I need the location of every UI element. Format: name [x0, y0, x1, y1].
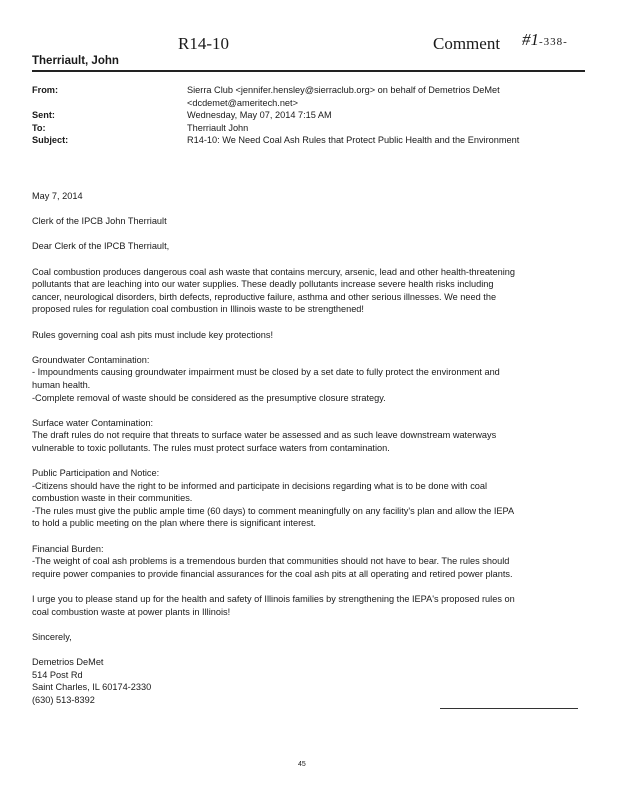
urge-line: coal combustion waste at power plants in Illinois!	[32, 606, 231, 617]
from-line-2: <dcdemet@ameritech.net>	[187, 97, 298, 108]
to-value: Therriault John	[187, 122, 249, 133]
participation-section	[32, 467, 588, 530]
section-heading: Public Participation and Notice:	[32, 468, 160, 479]
participation-line: to hold a public meeting on the plan where there is significant interest.	[32, 518, 316, 529]
from-row	[32, 84, 592, 109]
intro-line: pollutants that are leaching into our water supplies. These deadly pollutants increase severe health risks including	[32, 279, 494, 290]
groundwater-line: - Impoundments causing groundwater impairment must be closed by a set date to fully protect the environment and	[32, 367, 500, 378]
letter-body	[32, 190, 588, 719]
email-metadata	[32, 84, 592, 147]
sent-label: Sent:	[32, 110, 55, 120]
section-heading: Surface water Contamination:	[32, 417, 154, 428]
signer-phone: (630) 513-8392	[32, 694, 95, 705]
signer-name: Demetrios DeMet	[32, 656, 104, 667]
intro-paragraph	[32, 266, 588, 316]
protections-paragraph: Rules governing coal ash pits must include key protections!	[32, 329, 274, 340]
docket-number: R14-10	[178, 34, 229, 53]
comment-number	[522, 30, 568, 50]
from-label: From:	[32, 85, 59, 95]
subject-label: Subject:	[32, 135, 69, 145]
intro-line: proposed rules for regulation coal combustion in Illinois waste to be strengthened!	[32, 304, 364, 315]
groundwater-line: human health.	[32, 379, 91, 390]
surface-water-line: The draft rules do not require that threats to surface water be assessed and as such leave downstream waterways	[32, 430, 497, 441]
subject-value: R14-10: We Need Coal Ash Rules that Protect Public Health and the Environment	[187, 135, 520, 145]
comment-number-tail: -338-	[539, 36, 568, 48]
to-label: To:	[32, 122, 46, 133]
participation-line: combustion waste in their communities.	[32, 493, 193, 504]
page-number: 45	[298, 761, 306, 768]
signer-street: 514 Post Rd	[32, 669, 83, 680]
signer-city: Saint Charles, IL 60174-2330	[32, 682, 152, 693]
letter-date: May 7, 2014	[32, 191, 83, 201]
from-line-1: Sierra Club <jennifer.hensley@sierraclub.org> on behalf of Demetrios DeMet	[187, 85, 500, 95]
section-heading: Groundwater Contamination:	[32, 354, 150, 365]
surface-water-section	[32, 417, 588, 455]
signature-block	[32, 656, 588, 706]
urge-paragraph	[32, 593, 588, 618]
to-row	[32, 122, 592, 135]
sender-name: Therriault, John	[32, 55, 119, 67]
header-divider	[32, 70, 585, 72]
groundwater-line: -Complete removal of waste should be considered as the presumptive closure strategy.	[32, 392, 386, 403]
surface-water-line: vulnerable to toxic pollutants. The rules must protect surface waters from contamination.	[32, 442, 390, 453]
signature-rule	[440, 708, 578, 709]
sent-value: Wednesday, May 07, 2014 7:15 AM	[187, 110, 332, 120]
section-heading: Financial Burden:	[32, 543, 104, 554]
closing: Sincerely,	[32, 631, 72, 642]
participation-line: -The rules must give the public ample time (60 days) to comment meaningfully on any facility's plan and allow the IEPA	[32, 505, 515, 516]
urge-line: I urge you to please stand up for the health and safety of Illinois families by strengthening the IEPA's proposed rules on	[32, 594, 515, 604]
participation-line: -Citizens should have the right to be informed and participate in decisions regarding what is to be done with coal	[32, 480, 488, 491]
financial-line: -The weight of coal ash problems is a tremendous burden that communities should not have to bear. The rules should	[32, 556, 510, 567]
comment-label: Comment	[433, 34, 501, 53]
financial-line: require power companies to provide financial assurances for the coal ash pits at all operating and retired power plants.	[32, 568, 513, 579]
letter-addressee: Clerk of the IPCB John Therriault	[32, 216, 167, 227]
sent-row	[32, 109, 592, 122]
subject-row	[32, 134, 592, 147]
intro-line: cancer, neurological disorders, birth defects, reproductive failure, asthma and other serious illnesses. We need the	[32, 291, 497, 302]
intro-line: Coal combustion produces dangerous coal ash waste that contains mercury, arsenic, lead and other health-threatening	[32, 266, 515, 277]
groundwater-section	[32, 354, 588, 404]
from-value	[187, 84, 592, 109]
financial-section	[32, 543, 588, 581]
comment-number-mark: #1	[522, 30, 539, 49]
letter-salutation: Dear Clerk of the IPCB Therriault,	[32, 241, 170, 252]
